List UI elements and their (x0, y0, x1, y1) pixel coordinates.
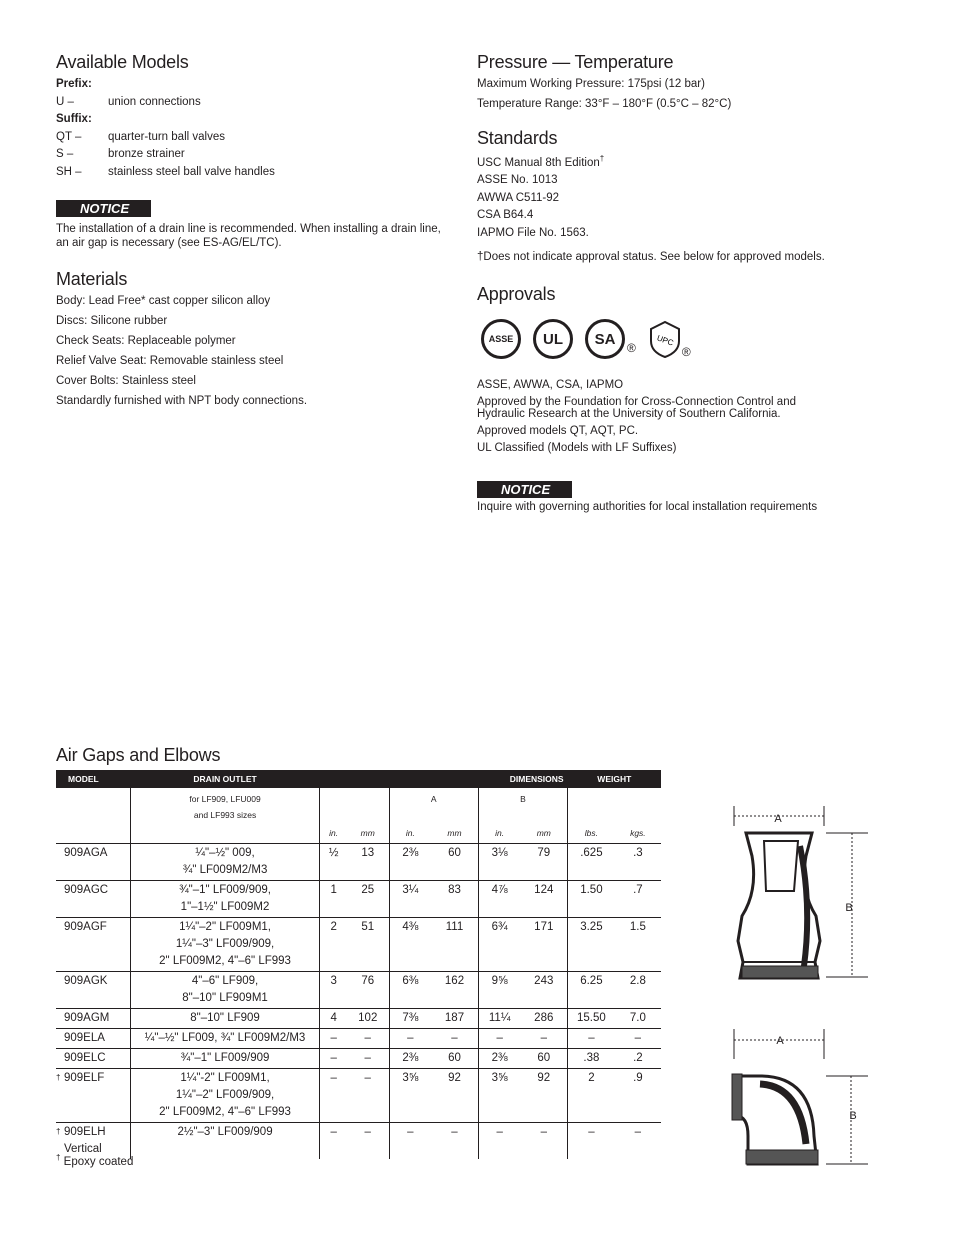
value-cell: 2⅜ (389, 1049, 431, 1069)
ul-logo (533, 319, 573, 359)
standards-line: CSA B64.4 (477, 209, 534, 222)
model-label: 909ELH Vertical (64, 1126, 106, 1155)
suffix-code: S – (56, 148, 74, 160)
model-cell (56, 1009, 130, 1029)
model-cell (56, 972, 130, 1009)
value-cell: 15.50 (568, 1009, 615, 1029)
model-label: 909AGK (64, 975, 108, 987)
value-cell: 83 (431, 881, 478, 918)
standards-title: Standards (477, 128, 558, 148)
suffix-desc: stainless steel ball valve handles (108, 165, 275, 178)
model-cell (56, 1049, 130, 1069)
suffix-desc: quarter-turn ball valves (108, 130, 225, 143)
right-column (477, 52, 877, 513)
value-cell: 60 (431, 844, 478, 881)
drain-note (130, 788, 320, 824)
value-cell: 76 (347, 972, 389, 1009)
dim-a-label: A (776, 1035, 784, 1047)
approvals-line: ASSE, AWWA, CSA, IAPMO (477, 379, 624, 392)
value-cell: – (431, 1029, 478, 1049)
dim-a-label: A (774, 813, 782, 825)
value-cell: 9⅝ (478, 972, 520, 1009)
value-cell: .625 (568, 844, 615, 881)
registered-mark: ® (627, 341, 636, 356)
value-cell: 13 (347, 844, 389, 881)
model-label: 909AGM (64, 1012, 110, 1024)
upc-logo-text: UPC (655, 333, 675, 348)
value-cell: 111 (431, 918, 478, 972)
materials-title: Materials (56, 269, 128, 289)
value-cell: – (347, 1069, 389, 1123)
unit-label: mm (360, 828, 375, 838)
approvals-line: UL Classified (Models with LF Suffixes) (477, 442, 677, 455)
dagger-mark: † (56, 1073, 61, 1082)
value-cell: – (478, 1123, 520, 1160)
pressure-line: Temperature Range: 33°F – 180°F (0.5°C – 82°C) (477, 98, 732, 110)
suffix-desc: bronze strainer (108, 148, 185, 160)
model-cell (56, 1069, 130, 1123)
value-cell: 25 (347, 881, 389, 918)
notice-text: Inquire with governing authorities for local installation requirements (477, 501, 818, 514)
table-subheader-row (56, 788, 661, 824)
value-cell: 7.0 (615, 1009, 661, 1029)
value-cell: 2 (320, 918, 347, 972)
dim-b-label: B (845, 902, 853, 914)
table-row (56, 1049, 661, 1069)
value-cell: – (478, 1029, 520, 1049)
asse-logo (481, 319, 521, 359)
value-cell: – (431, 1123, 478, 1160)
materials-item: Cover Bolts: Stainless steel (56, 375, 196, 387)
suffix-code: QT – (56, 130, 82, 143)
header-model: MODEL (56, 770, 130, 788)
drain-note-line: for LF909, LFU009 (189, 794, 261, 804)
csa-logo (585, 319, 625, 359)
value-cell: 6.25 (568, 972, 615, 1009)
value-cell: 4⅜ (389, 918, 431, 972)
csa-logo-text: SA (594, 330, 616, 348)
value-cell: 286 (520, 1009, 567, 1029)
table-row (56, 844, 661, 881)
ul-logo-text: UL (543, 330, 563, 348)
drain-outlet-cell: 4"–6" LF909, 8"–10" LF909M1 (130, 972, 320, 1009)
model-label: 909AGC (64, 884, 109, 896)
registered-mark: ® (681, 345, 691, 360)
suffix-item (56, 164, 446, 182)
value-cell: 3⅝ (389, 1069, 431, 1123)
notice-text: The installation of a drain line is recommended. When installing a drain line, an air gap is necessary (see ES-AG/EL/TC). (56, 223, 441, 249)
dagger-mark: † (599, 154, 605, 163)
value-cell: – (320, 1069, 347, 1123)
air-gaps-title: Air Gaps and Elbows (56, 745, 221, 765)
drain-outlet-cell: ¾"–1" LF009/909 (130, 1049, 320, 1069)
value-cell: – (615, 1123, 661, 1160)
upc-shield-icon (648, 319, 682, 359)
unit-label: kgs. (630, 828, 646, 838)
header-weight: WEIGHT (568, 770, 661, 788)
drain-outlet-cell: 2½"–3" LF009/909 (130, 1123, 320, 1160)
table-row (56, 972, 661, 1009)
unit-label: mm (536, 828, 551, 838)
value-cell: – (347, 1123, 389, 1160)
drain-outlet-cell: 1¼"-2" LF009M1, 1¼"–2" LF009/909, 2" LF009M2, 4"–6" LF993 (130, 1069, 320, 1123)
value-cell: 92 (520, 1069, 567, 1123)
header-drain-outlet: DRAIN OUTLET (130, 770, 320, 788)
value-cell: 1.5 (615, 918, 661, 972)
value-cell: 6¾ (478, 918, 520, 972)
approvals-line: Approved models QT, AQT, PC. (477, 425, 639, 438)
standards-line: AWWA C511-92 (477, 191, 560, 204)
prefix-item (56, 94, 446, 112)
value-cell: 3¼ (389, 881, 431, 918)
value-cell: 51 (347, 918, 389, 972)
suffix-label: Suffix: (56, 113, 92, 125)
table-row (56, 881, 661, 918)
value-cell: 60 (520, 1049, 567, 1069)
left-column (56, 52, 446, 411)
model-cell (56, 1029, 130, 1049)
pressure-title: Pressure — Temperature (477, 52, 674, 72)
value-cell: 124 (520, 881, 567, 918)
table-row (56, 1009, 661, 1029)
table-units-row (56, 824, 661, 844)
value-cell: 171 (520, 918, 567, 972)
model-label: 909ELC (64, 1052, 106, 1064)
dim-b-label: B (849, 1110, 857, 1122)
value-cell: – (520, 1123, 567, 1160)
materials-item: Relief Valve Seat: Removable stainless steel (56, 355, 284, 367)
unit-label: in. (320, 824, 347, 844)
value-cell: 4 (320, 1009, 347, 1029)
dim-a-label: A (389, 788, 478, 824)
air-gap-drawing (720, 796, 920, 996)
materials-item: Check Seats: Replaceable polymer (56, 335, 236, 347)
value-cell: .9 (615, 1069, 661, 1123)
approvals-line: Approved by the Foundation for Cross-Connection Control and Hydraulic Research at the University of Southern California. (477, 396, 796, 421)
value-cell: 102 (347, 1009, 389, 1029)
model-cell (56, 918, 130, 972)
unit-label: in. (389, 824, 431, 844)
footnote-text: Epoxy coated (63, 1155, 134, 1168)
prefix-desc: union connections (108, 95, 201, 108)
value-cell: 92 (431, 1069, 478, 1123)
value-cell: – (389, 1123, 431, 1160)
value-cell: – (389, 1029, 431, 1049)
model-label: 909ELA (64, 1032, 105, 1044)
value-cell: .38 (568, 1049, 615, 1069)
value-cell: 2⅜ (389, 844, 431, 881)
value-cell: 7⅜ (389, 1009, 431, 1029)
table-row (56, 1123, 661, 1160)
value-cell: – (320, 1049, 347, 1069)
header-dimensions: DIMENSIONS (320, 770, 568, 788)
pressure-line: Maximum Working Pressure: 175psi (12 bar) (477, 78, 705, 90)
value-cell: 4⅞ (478, 881, 520, 918)
value-cell: – (520, 1029, 567, 1049)
drain-note-line: and LF993 sizes (193, 810, 257, 820)
table-row (56, 1069, 661, 1123)
value-cell: 79 (520, 844, 567, 881)
value-cell: 60 (431, 1049, 478, 1069)
value-cell: 2⅜ (478, 1049, 520, 1069)
value-cell: 3⅛ (478, 844, 520, 881)
table-body (56, 844, 661, 1160)
value-cell: 187 (431, 1009, 478, 1029)
elbow-drawing (720, 1024, 920, 1174)
model-label: 909AGF (64, 921, 107, 933)
standards-line (477, 150, 877, 172)
prefix-label: Prefix: (56, 78, 92, 90)
model-label: 909ELF (64, 1072, 105, 1084)
drain-outlet-cell: ¾"–1" LF009/909, 1"–1½" LF009M2 (130, 881, 320, 918)
approvals-title: Approvals (477, 284, 556, 305)
csa-logo-group (585, 319, 636, 359)
table-row (56, 1029, 661, 1049)
footnote (56, 1153, 133, 1168)
notice-badge: NOTICE (477, 481, 572, 498)
value-cell: 6⅜ (389, 972, 431, 1009)
value-cell: .2 (615, 1049, 661, 1069)
value-cell: 3⅝ (478, 1069, 520, 1123)
value-cell: 11¼ (478, 1009, 520, 1029)
suffix-code: SH – (56, 165, 82, 178)
standards-first: USC Manual 8th Edition (477, 156, 600, 169)
value-cell: 243 (520, 972, 567, 1009)
drain-outlet-cell: ¼"–½" LF009, ¾" LF009M2/M3 (130, 1029, 320, 1049)
model-cell (56, 844, 130, 881)
available-models-title: Available Models (56, 52, 189, 72)
value-cell: 3.25 (568, 918, 615, 972)
model-label: 909AGA (64, 847, 108, 859)
drain-outlet-cell: ¼"–½" 009, ¾" LF009M2/M3 (130, 844, 320, 881)
prefix-code: U – (56, 95, 74, 108)
drain-outlet-cell: 8"–10" LF909 (130, 1009, 320, 1029)
value-cell: – (615, 1029, 661, 1049)
value-cell: 1.50 (568, 881, 615, 918)
value-cell: 1 (320, 881, 347, 918)
standards-note: †Does not indicate approval status. See below for approved models. (477, 251, 825, 264)
footnote-dagger: † (56, 1153, 61, 1162)
standards-line: IAPMO File No. 1563. (477, 226, 589, 239)
dim-b-label: B (478, 788, 567, 824)
table-header-row (56, 770, 661, 788)
approval-logos (481, 315, 877, 363)
value-cell: 162 (431, 972, 478, 1009)
unit-label: lbs. (568, 824, 615, 844)
air-gaps-table (56, 770, 661, 1159)
value-cell: – (347, 1049, 389, 1069)
value-cell: – (347, 1029, 389, 1049)
suffix-item (56, 129, 446, 147)
value-cell: – (568, 1123, 615, 1160)
materials-item: Discs: Silicone rubber (56, 315, 168, 327)
value-cell: – (320, 1029, 347, 1049)
value-cell: 2 (568, 1069, 615, 1123)
asse-logo-text: ASSE (488, 334, 514, 345)
value-cell: 3 (320, 972, 347, 1009)
value-cell: – (320, 1123, 347, 1160)
drain-outlet-cell: 1¼"–2" LF009M1, 1¼"–3" LF009/909, 2" LF009M2, 4"–6" LF993 (130, 918, 320, 972)
value-cell: 2.8 (615, 972, 661, 1009)
unit-label: in. (478, 824, 520, 844)
value-cell: .3 (615, 844, 661, 881)
unit-label: mm (447, 828, 462, 838)
dagger-mark: † (56, 1127, 61, 1136)
materials-item: Standardly furnished with NPT body connections. (56, 395, 308, 407)
standards-line: ASSE No. 1013 (477, 174, 558, 187)
value-cell: ½ (320, 844, 347, 881)
notice-badge: NOTICE (56, 200, 151, 217)
model-cell (56, 881, 130, 918)
value-cell: – (568, 1029, 615, 1049)
upc-logo-group (648, 319, 691, 359)
suffix-item (56, 146, 446, 164)
materials-item: Body: Lead Free* cast copper silicon alloy (56, 295, 271, 307)
table-row (56, 918, 661, 972)
value-cell: .7 (615, 881, 661, 918)
